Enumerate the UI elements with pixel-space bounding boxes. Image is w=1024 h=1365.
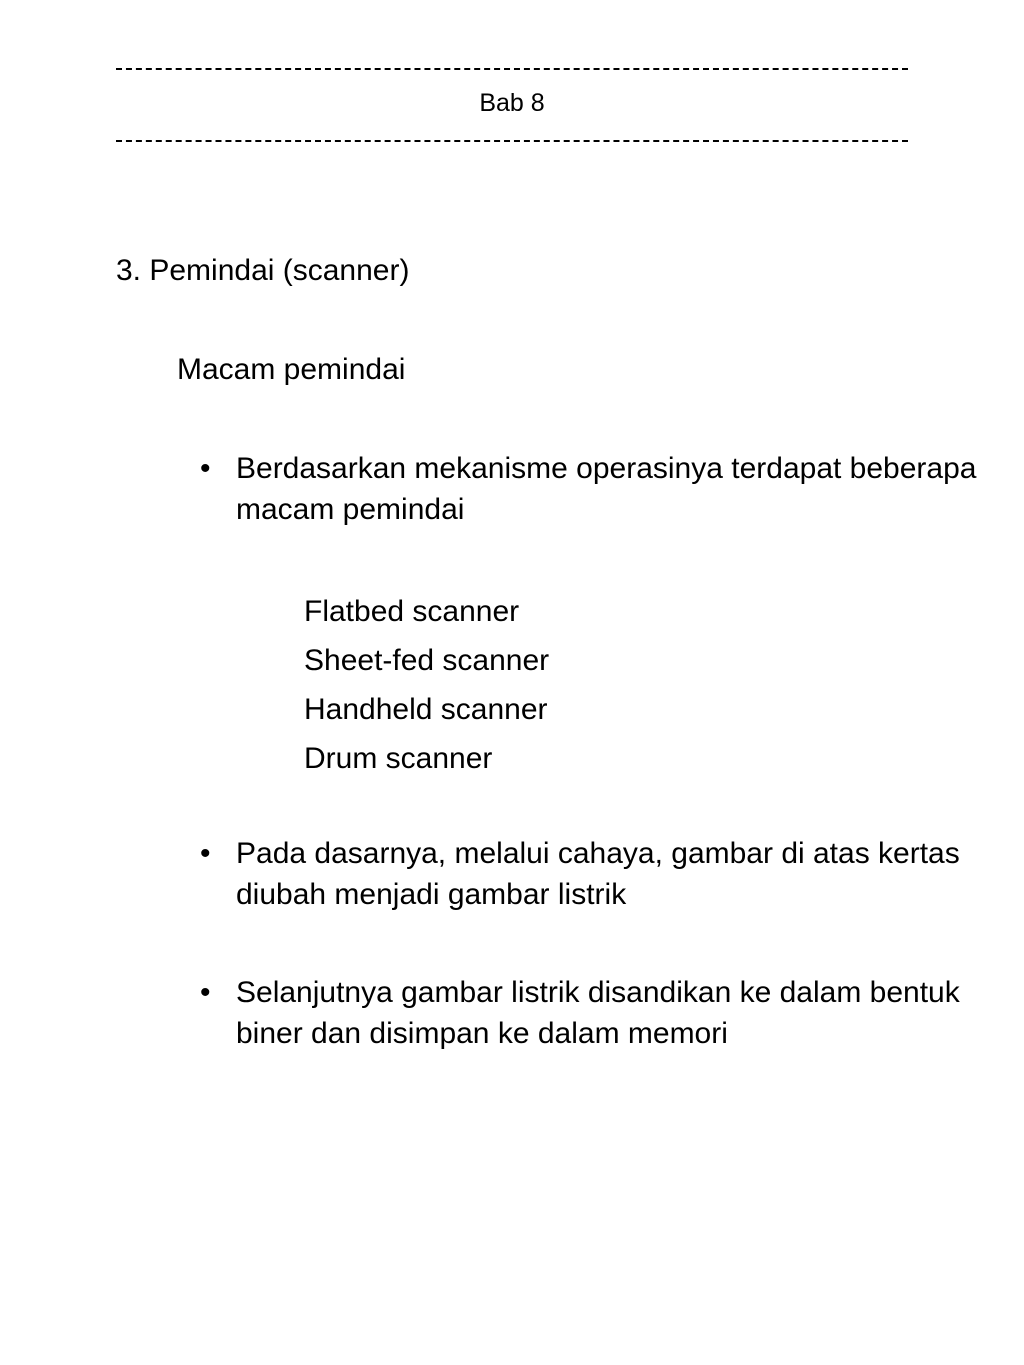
bottom-dashed-rule: [116, 140, 908, 142]
scanner-type-item: Sheet-fed scanner: [304, 644, 550, 677]
subheading: Macam pemindai: [177, 353, 406, 386]
scanner-type-item: Handheld scanner: [304, 693, 548, 726]
chapter-label: Bab 8: [479, 89, 545, 117]
scanner-type-list: [304, 587, 549, 783]
bullet-text: Berdasarkan mekanisme operasinya terdapat beberapa macam pemindai: [236, 452, 977, 526]
bullet-marker: •: [200, 976, 211, 1009]
scanner-type-item: Drum scanner: [304, 742, 493, 775]
scanner-type-item: Flatbed scanner: [304, 595, 520, 628]
section-title: 3. Pemindai (scanner): [116, 254, 410, 287]
bullet-item: [200, 972, 980, 1054]
bullet-marker: •: [200, 452, 211, 485]
bullet-marker: •: [200, 837, 211, 870]
bullet-text: Pada dasarnya, melalui cahaya, gambar di atas kertas diubah menjadi gambar listrik: [236, 837, 960, 911]
bullet-item: [200, 448, 980, 530]
bullet-item: [200, 833, 980, 915]
bullet-text: Selanjutnya gambar listrik disandikan ke dalam bentuk biner dan disimpan ke dalam memori: [236, 976, 960, 1050]
top-dashed-rule: [116, 68, 908, 70]
